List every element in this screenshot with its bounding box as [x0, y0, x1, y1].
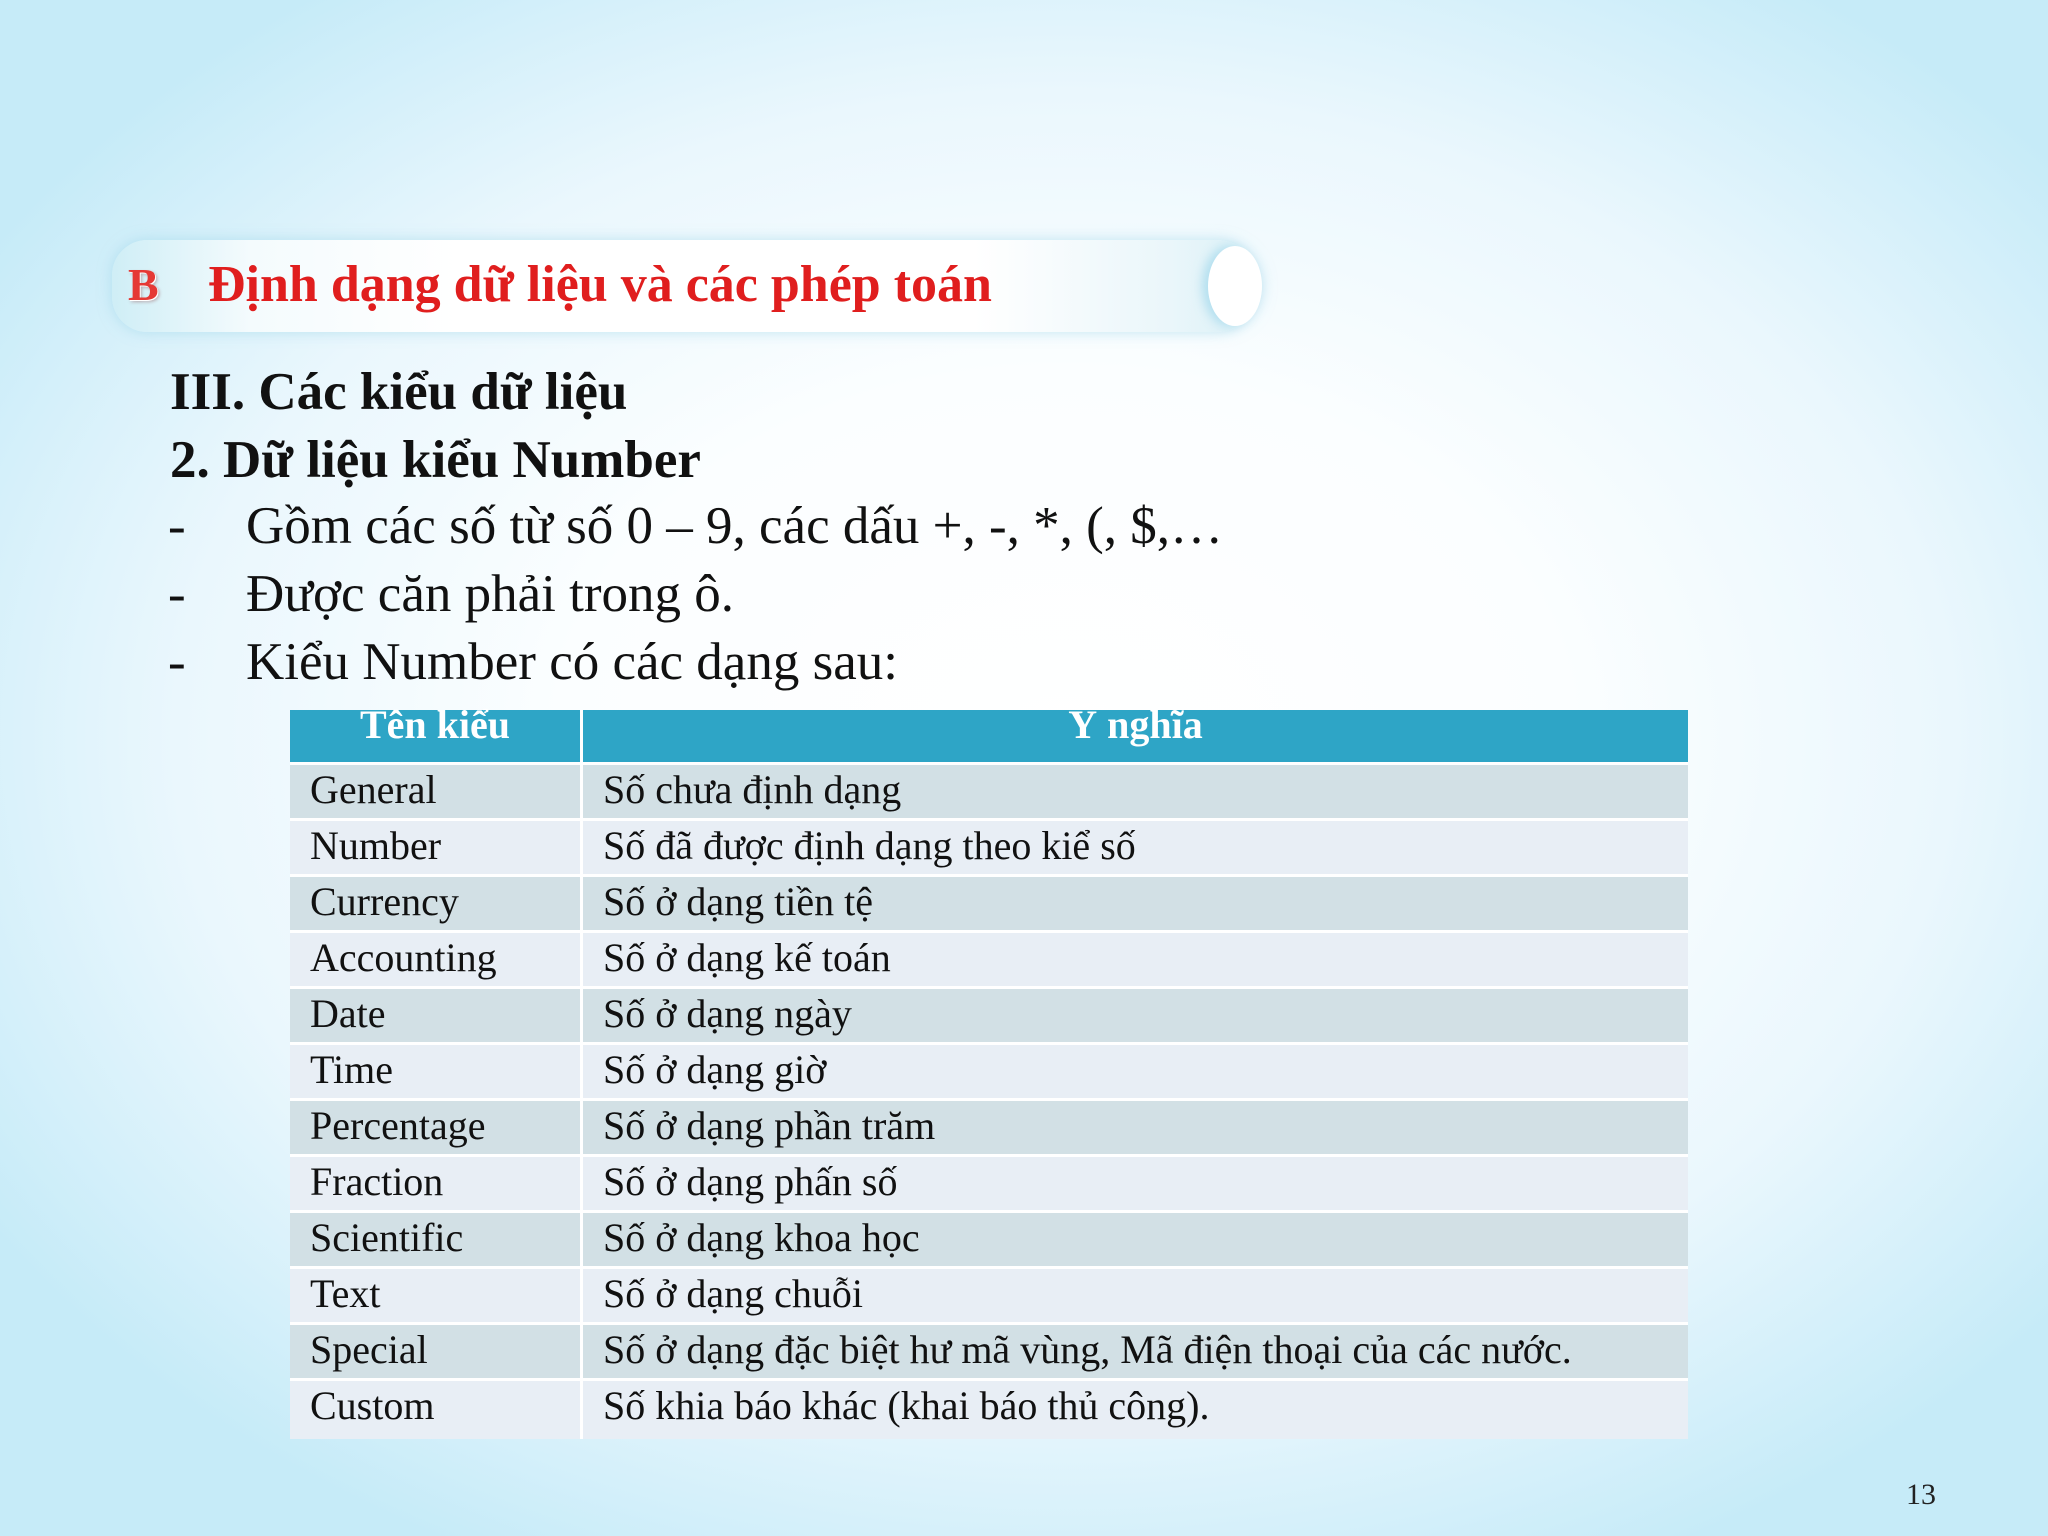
type-name-cell: Accounting [290, 932, 582, 988]
meaning-cell: Số ở dạng phần trăm [582, 1100, 1689, 1156]
table-row [290, 1044, 1688, 1100]
column-header-meaning: Ý nghĩa [582, 710, 1689, 764]
table-row [290, 1100, 1688, 1156]
meaning-cell: Số ở dạng đặc biệt hư mã vùng, Mã điện thoại của các nước. [582, 1324, 1689, 1380]
bullet-item [168, 564, 734, 624]
type-name-cell: Scientific [290, 1212, 582, 1268]
number-format-table [290, 702, 1688, 1439]
section-letter-badge: B [128, 259, 159, 310]
type-name-cell: Time [290, 1044, 582, 1100]
bullet-marker: - [168, 497, 186, 555]
meaning-cell: Số ở dạng ngày [582, 988, 1689, 1044]
meaning-cell: Số ở dạng tiền tệ [582, 876, 1689, 932]
type-name-cell: Date [290, 988, 582, 1044]
table-row [290, 1268, 1688, 1324]
meaning-cell: Số ở dạng giờ [582, 1044, 1689, 1100]
bullet-marker: - [168, 633, 186, 691]
section-heading: III. Các kiểu dữ liệu [170, 363, 628, 421]
meaning-cell: Số ở dạng khoa học [582, 1212, 1689, 1268]
column-header-type-name: Tên kiểu [290, 710, 582, 764]
bullet-item [168, 496, 1223, 556]
type-name-cell: Percentage [290, 1100, 582, 1156]
type-name-cell: General [290, 764, 582, 820]
section-title: Định dạng dữ liệu và các phép toán [208, 256, 992, 313]
type-name-cell: Currency [290, 876, 582, 932]
bullet-marker: - [168, 565, 186, 623]
table-row [290, 764, 1688, 820]
banner-end-cap [1208, 246, 1262, 326]
type-name-cell: Fraction [290, 1156, 582, 1212]
bullet-item [168, 632, 898, 692]
meaning-cell: Số đã được định dạng theo kiể số [582, 820, 1689, 876]
bullet-text: Gồm các số từ số 0 – 9, các dấu +, -, *, (, $,… [246, 497, 1224, 555]
table-row [290, 988, 1688, 1044]
table-row [290, 932, 1688, 988]
table-row [290, 1324, 1688, 1380]
type-name-cell: Text [290, 1268, 582, 1324]
table-row [290, 820, 1688, 876]
section-banner [112, 240, 1262, 332]
bullet-text: Kiểu Number có các dạng sau: [246, 633, 898, 691]
meaning-cell: Số khia báo khác (khai báo thủ công). [582, 1380, 1689, 1440]
type-name-cell: Custom [290, 1380, 582, 1440]
table-row [290, 1380, 1688, 1440]
type-name-cell: Special [290, 1324, 582, 1380]
type-name-cell: Number [290, 820, 582, 876]
bullet-text: Được căn phải trong ô. [246, 565, 734, 623]
table-row [290, 1156, 1688, 1212]
meaning-cell: Số ở dạng kế toán [582, 932, 1689, 988]
page-number: 13 [1906, 1478, 1936, 1511]
table-header-row [290, 710, 1688, 764]
table-row [290, 1212, 1688, 1268]
meaning-cell: Số chưa định dạng [582, 764, 1689, 820]
table-row [290, 876, 1688, 932]
subsection-heading: 2. Dữ liệu kiểu Number [170, 431, 701, 489]
meaning-cell: Số ở dạng chuỗi [582, 1268, 1689, 1324]
meaning-cell: Số ở dạng phấn số [582, 1156, 1689, 1212]
